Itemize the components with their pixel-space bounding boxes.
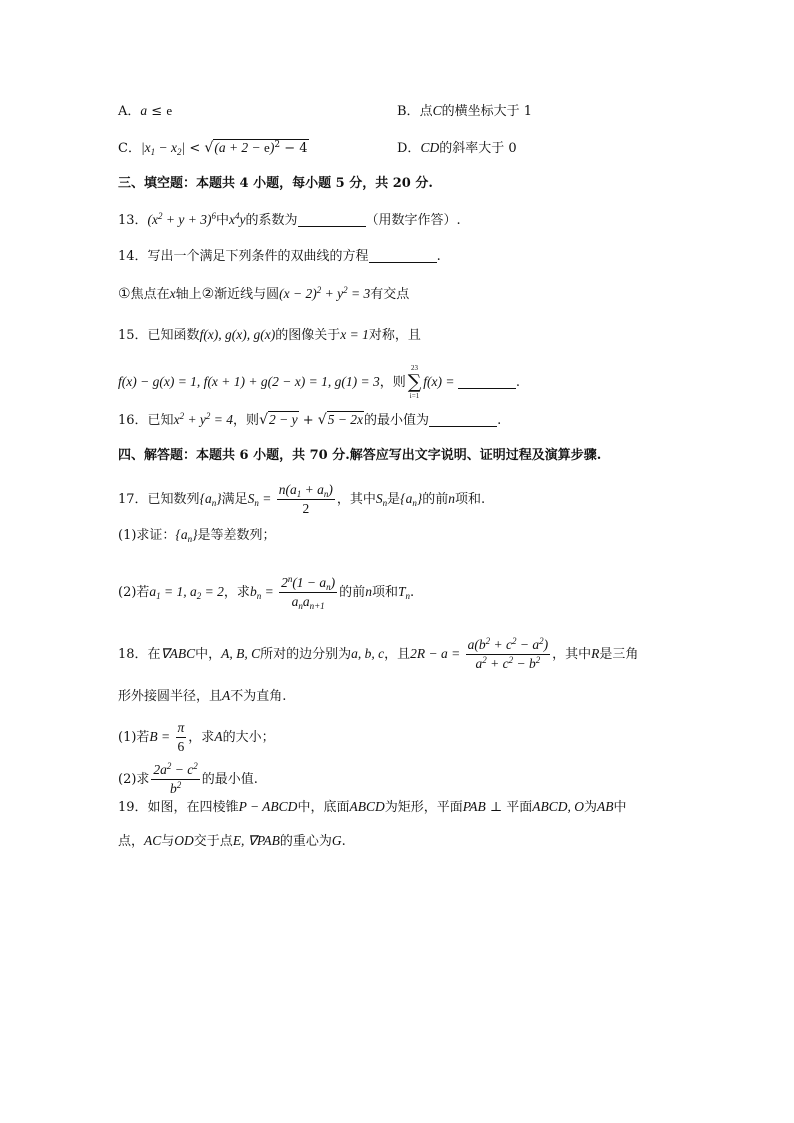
option-c: C．$|x_1 - x_2| < √(a + 2 - e)^2 - 4$ (118, 140, 308, 157)
question-15: 15．已知函数f(x), g(x), g(x)的图像关于x = 1对称，且 (118, 327, 421, 343)
question-16: 16．已知$x^2 + y^2 = 4$，则√2 − y + √5 − 2x的最小值为 . (118, 411, 502, 428)
answer-blank[interactable] (429, 412, 497, 427)
option-b: B．点C的横坐标大于 1 (397, 103, 532, 119)
option-a: A．a ≤ e (118, 103, 173, 119)
answer-blank[interactable] (458, 374, 516, 389)
section-3-heading: 三、填空题：本题共 4 小题，每小题 5 分，共 20 分. (118, 176, 433, 191)
question-18-part-1: (1)若B = $\frac{\pi}{6}$ ，求A的大小； (118, 720, 275, 754)
question-19: 19．如图，在四棱锥P − ABCD中，底面ABCD为矩形，平面PAB ⊥ 平面ABCD, O为AB中 (118, 799, 627, 815)
question-14-conditions: ①焦点在x轴上②渐近线与圆$(x - 2)^2 + y^2 = 3$有交点 (118, 285, 410, 302)
question-14: 14．写出一个满足下列条件的双曲线的方程 . (118, 249, 441, 264)
question-18: 18．在∇ABC中，A, B, C所对的边分别为a, b, c，且2R − a = $\frac{a(b^2 + c^2 - a^2)}{a^2 + c^2 - b^2}$ ，其中R是三角 (118, 636, 639, 671)
question-19-cont: 点，AC与OD交于点E, ∇PAB的重心为G. (118, 833, 346, 849)
question-17: 17．已知数列$\{a_n\}$满足$S_n$ = $\frac{n(a_1 + a_n)}{2}$ ，其中$S_n$是$\{a_n\}$的前n项和. (118, 482, 486, 516)
option-d: D．CD的斜率大于 0 (397, 140, 517, 156)
question-15-condition: f(x) − g(x) = 1, f(x + 1) + g(2 − x) = 1, g(1) = 3，则 23 ∑ i=1 f(x) = . (118, 364, 521, 400)
question-13: 13．$(x^2 + y + 3)^6$中$x^4y$的系数为 （用数字作答）. (118, 211, 461, 228)
section-4-heading: 四、解答题：本题共 6 小题，共 70 分.解答应写出文字说明、证明过程及演算步骤. (118, 448, 602, 463)
question-17-part-1: (1)求证：$\{a_n\}$是等差数列； (118, 527, 276, 544)
question-18-cont: 形外接圆半径，且A不为直角. (118, 688, 287, 704)
answer-blank[interactable] (298, 212, 366, 227)
answer-blank[interactable] (369, 248, 437, 263)
question-17-part-2: (2)若$a_1 = 1$, $a_2 = 2$，求$b_n$ = $\frac{2^n(1 - a_n)}{a_na_{n+1}}$ 的前n项和$T_n$. (118, 574, 415, 611)
summation-symbol: 23 ∑ i=1 (407, 364, 422, 400)
question-18-part-2: (2)求 $\frac{2a^2 - c^2}{b^2}$ 的最小值. (118, 761, 258, 796)
